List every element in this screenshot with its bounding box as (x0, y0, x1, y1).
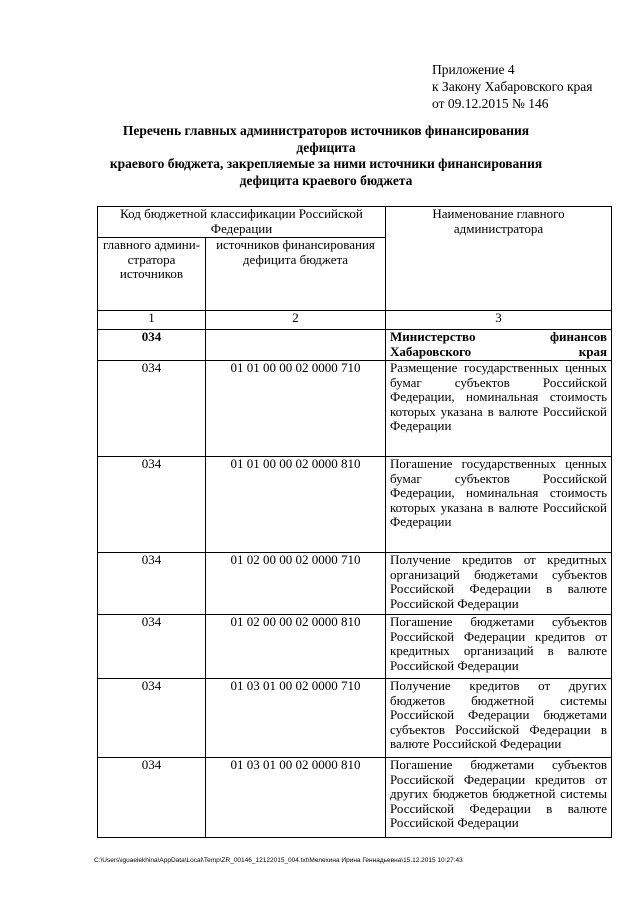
source-code: 01 01 00 00 02 0000 810 (206, 457, 386, 553)
table-row (98, 457, 612, 553)
source-code: 01 02 00 00 02 0000 710 (206, 553, 386, 615)
source-code: 01 03 01 00 02 0000 810 (206, 758, 386, 838)
admin-code: 034 (98, 758, 206, 838)
source-name: Погашение бюджетами субъектов Российской Федерации кредитов от кредитных организаций в валюте Российской Федерации (386, 615, 612, 679)
admin-code: 034 (98, 330, 206, 361)
admin-code: 034 (98, 457, 206, 553)
source-code: 01 02 00 00 02 0000 810 (206, 615, 386, 679)
appendix-note (432, 61, 593, 112)
admin-name (386, 330, 612, 361)
table-row (98, 361, 612, 457)
table-row (98, 615, 612, 679)
file-path-footer: C:\Users\iguaelekhina\AppData\Local\Temp\ZR_00146_12122015_004.txt\Мелехина Ирина Геннадьевна\15.12.2015 10:27:43 (94, 857, 463, 864)
title-line-1: Перечень главных администраторов источников финансирования дефицита (122, 123, 530, 155)
document-title (96, 123, 556, 189)
header-code-group: Код бюджетной классификации Российской Федерации (98, 207, 386, 238)
source-name: Размещение государственных ценных бумаг субъектов Российской Федерации, номинальная стоимость которых указана в валюте Российской Федерации (386, 361, 612, 457)
col-number-1: 1 (98, 311, 206, 330)
appendix-number: Приложение 4 (432, 62, 515, 77)
table-row (98, 679, 612, 758)
table-row (98, 553, 612, 615)
header-admin-name: Наименование главного администратора (386, 207, 612, 311)
admin-code: 034 (98, 553, 206, 615)
source-name: Погашение бюджетами субъектов Российской Федерации кредитов от других бюджетов бюджетной системы Российской Федерации в валюте Российской Федерации (386, 758, 612, 838)
col-number-2: 2 (206, 311, 386, 330)
title-line-2: краевого бюджета, закрепляемые за ними источники финансирования (109, 156, 543, 171)
admin-code: 034 (98, 615, 206, 679)
source-code: 01 03 01 00 02 0000 710 (206, 679, 386, 758)
admin-code: 034 (98, 361, 206, 457)
source-name: Получение кредитов от кредитных организаций бюджетами субъектов Российской Федерации в валюте Российской Федерации (386, 553, 612, 615)
appendix-date: от 09.12.2015 № 146 (432, 96, 549, 111)
source-code (206, 330, 386, 361)
source-name: Получение кредитов от других бюджетов бюджетной системы Российской Федерации бюджетами субъектов Российской Федерации в валюте Российской Федерации (386, 679, 612, 758)
admin-code: 034 (98, 679, 206, 758)
title-line-3: дефицита краевого бюджета (239, 172, 413, 188)
table-row (98, 758, 612, 838)
source-code: 01 01 00 00 02 0000 710 (206, 361, 386, 457)
administrators-table (97, 206, 612, 838)
admin-name-text: Министерство финансов Хабаровского края (390, 329, 607, 359)
table-row (98, 330, 612, 361)
header-sources: источников финансирования дефицита бюджета (206, 238, 386, 311)
appendix-law: к Закону Хабаровского края (432, 79, 593, 94)
header-main-admin: главного админи-стратора источников (98, 238, 206, 311)
col-number-3: 3 (386, 311, 612, 330)
source-name: Погашение государственных ценных бумаг субъектов Российской Федерации, номинальная стоимость которых указана в валюте Российской Федерации (386, 457, 612, 553)
